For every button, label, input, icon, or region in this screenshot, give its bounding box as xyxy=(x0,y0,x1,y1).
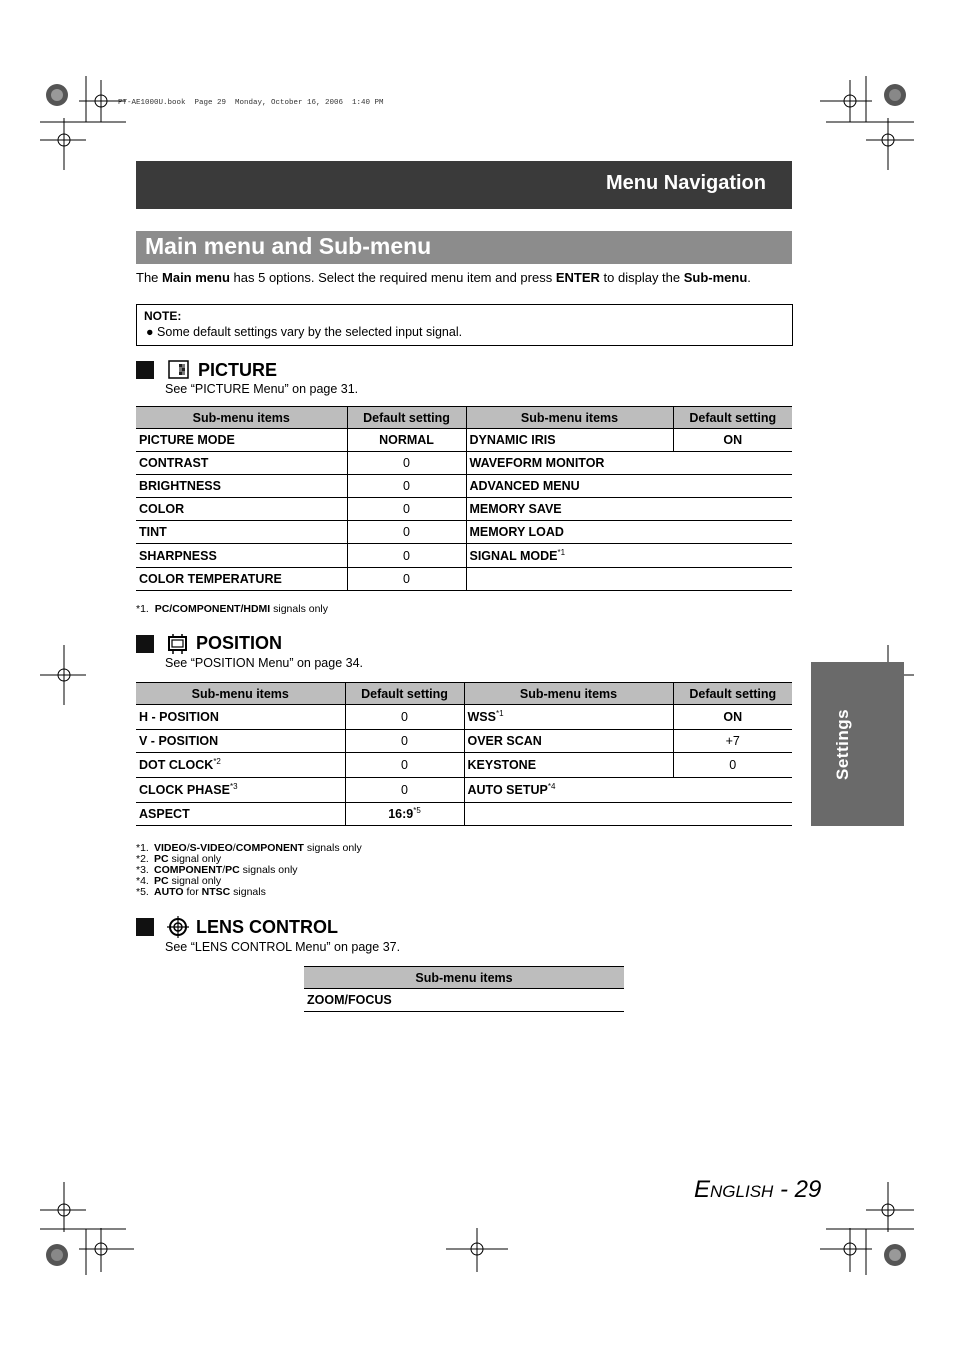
footnote-mark: *1. xyxy=(136,603,149,615)
picture-see-ref: See “PICTURE Menu” on page 31. xyxy=(165,382,359,396)
picture-icon xyxy=(168,360,190,380)
table-header-cell: Sub-menu items xyxy=(304,967,624,989)
footnote-ref: *2 xyxy=(213,756,221,766)
submenu-item-cell xyxy=(464,753,673,778)
submenu-item-cell xyxy=(136,475,347,498)
footnote-bold: PC xyxy=(154,853,169,865)
default-setting-cell xyxy=(347,544,466,568)
page-number-initial: E xyxy=(694,1176,711,1203)
table-row xyxy=(136,730,792,753)
intro-bold-enter: ENTER xyxy=(555,270,600,285)
footnote-text: for xyxy=(183,886,202,898)
default-setting-cell xyxy=(673,429,792,452)
section-bar xyxy=(136,231,792,264)
submenu-item-label: AUTO SETUP xyxy=(467,783,548,797)
submenu-item-cell xyxy=(464,803,792,826)
footnote-text: signal only xyxy=(168,853,222,865)
footnote-text: / xyxy=(222,864,226,876)
footnote-mark: *4. xyxy=(136,875,149,887)
table-row xyxy=(136,544,792,568)
note-box xyxy=(136,304,793,346)
submenu-item-cell xyxy=(136,705,345,730)
submenu-item-cell xyxy=(136,753,345,778)
default-setting-value: 0 xyxy=(403,525,410,539)
position-see-ref: See “POSITION Menu” on page 34. xyxy=(165,656,364,670)
footnote-bold: / xyxy=(169,603,173,615)
submenu-item-label: SHARPNESS xyxy=(139,548,217,563)
submenu-item-label: TINT xyxy=(139,525,167,539)
submenu-item-cell xyxy=(466,521,792,544)
default-setting-value: NORMAL xyxy=(379,433,434,447)
submenu-item-cell xyxy=(464,705,673,730)
submenu-item-cell xyxy=(466,498,792,521)
submenu-item-cell xyxy=(136,452,347,475)
print-info: PT-AE1000U.book Page 29 Monday, October 16, 2006 1:40 PM xyxy=(118,99,384,107)
footnote-mark: *2. xyxy=(136,853,149,865)
intro-bold-main-menu: Main menu xyxy=(162,270,230,285)
submenu-item-label: SIGNAL MODE xyxy=(469,548,558,563)
picture-footnote xyxy=(136,604,328,615)
default-setting-value: ON xyxy=(723,433,743,447)
default-setting-value: 0 xyxy=(403,502,410,516)
default-setting-cell xyxy=(347,498,466,521)
default-setting-cell xyxy=(345,753,464,778)
footnote-bold: COMPONENT xyxy=(172,603,241,615)
table-row xyxy=(136,753,792,778)
submenu-item-cell xyxy=(136,778,345,803)
default-setting-cell xyxy=(345,730,464,753)
footnote-mark: *5. xyxy=(136,886,149,898)
footnote-bold: HDMI xyxy=(243,603,271,615)
position-icon xyxy=(167,634,189,654)
submenu-item-cell xyxy=(466,475,792,498)
table-header-cell: Sub-menu items xyxy=(466,407,673,429)
footnote-bold: COMPONENT xyxy=(235,842,304,854)
page-number xyxy=(694,1176,821,1204)
page-number-word: NGLISH xyxy=(710,1182,774,1201)
table-header-cell: Sub-menu items xyxy=(136,407,347,429)
table-header-row xyxy=(304,967,624,989)
default-setting-value: 16:9 xyxy=(388,807,414,821)
footnote-bold: PC xyxy=(154,875,169,887)
table-header-cell: Default setting xyxy=(673,683,792,705)
footnote-bold: PC xyxy=(225,864,240,876)
default-setting-value: 0 xyxy=(401,758,408,772)
submenu-item-cell xyxy=(136,730,345,753)
footnote-text: signals xyxy=(230,886,266,898)
default-setting-cell xyxy=(345,778,464,803)
submenu-item-cell xyxy=(136,521,347,544)
submenu-item-label: BRIGHTNESS xyxy=(139,479,221,493)
table-row xyxy=(136,475,792,498)
table-row xyxy=(304,989,624,1012)
submenu-item-label: COLOR xyxy=(139,502,185,516)
bullet-icon: ● xyxy=(146,325,154,339)
picture-table xyxy=(136,406,792,591)
footnote-bold: PC xyxy=(154,603,170,615)
default-setting-value: 0 xyxy=(403,456,410,470)
submenu-item-label: KEYSTONE xyxy=(467,758,537,772)
lens-control-see-ref: See “LENS CONTROL Menu” on page 37. xyxy=(165,940,401,954)
default-setting-cell xyxy=(347,521,466,544)
section-marker xyxy=(136,361,154,379)
footnote-text: / xyxy=(232,842,236,854)
table-header-cell: Default setting xyxy=(347,407,466,429)
footnote-text: / xyxy=(186,842,190,854)
footnote-ref: *1 xyxy=(557,547,566,557)
position-title: POSITION xyxy=(196,633,283,653)
footnote-bold: AUTO xyxy=(154,886,184,898)
section-marker xyxy=(136,635,154,653)
intro-text-part: has 5 options. Select the required menu item and press xyxy=(229,270,556,285)
table-row xyxy=(136,498,792,521)
submenu-item-cell xyxy=(136,498,347,521)
default-setting-cell xyxy=(345,705,464,730)
default-setting-cell xyxy=(673,753,792,778)
table-row xyxy=(136,705,792,730)
submenu-item-label: ADVANCED MENU xyxy=(469,479,580,493)
submenu-item-label: OVER SCAN xyxy=(467,734,542,748)
section-title: Main menu and Sub-menu xyxy=(145,233,432,259)
default-setting-value: 0 xyxy=(403,548,410,563)
submenu-item-cell xyxy=(304,989,624,1012)
submenu-item-label: CLOCK PHASE xyxy=(139,783,230,797)
submenu-item-cell xyxy=(466,452,792,475)
submenu-item-label: WSS xyxy=(467,710,496,724)
default-setting-value: 0 xyxy=(403,572,410,586)
submenu-item-cell xyxy=(136,568,347,591)
default-setting-value: 0 xyxy=(401,783,408,797)
table-row xyxy=(136,568,792,591)
footnote-ref: *3 xyxy=(229,781,238,791)
position-table xyxy=(136,682,792,826)
default-setting-cell xyxy=(673,705,792,730)
table-row xyxy=(136,452,792,475)
default-setting-value: 0 xyxy=(401,710,408,724)
submenu-item-label: PICTURE MODE xyxy=(139,433,235,447)
footnote-text: signals only xyxy=(303,842,362,854)
footnote-bold: / xyxy=(240,603,244,615)
intro-bold-sub-menu: Sub-menu xyxy=(683,270,748,285)
submenu-item-label: DOT CLOCK xyxy=(139,758,214,772)
intro-text-part: . xyxy=(747,270,751,285)
submenu-item-cell xyxy=(136,544,347,568)
lens-control-table xyxy=(304,966,624,1012)
default-setting-cell xyxy=(347,475,466,498)
note-item xyxy=(146,325,462,339)
lens-control-title: LENS CONTROL xyxy=(196,917,338,937)
submenu-item-label: CONTRAST xyxy=(139,456,209,470)
footnote-text: signal only xyxy=(168,875,222,887)
note-item-text: Some default settings vary by the selected input signal. xyxy=(157,325,463,339)
submenu-item-label: V - POSITION xyxy=(139,734,219,748)
table-row xyxy=(136,803,792,826)
default-setting-cell xyxy=(347,568,466,591)
table-header-cell: Default setting xyxy=(673,407,792,429)
table-row xyxy=(136,521,792,544)
default-setting-cell xyxy=(673,730,792,753)
header-title: Menu Navigation xyxy=(605,172,766,194)
footnote-mark: *1. xyxy=(136,842,149,854)
table-header-cell: Sub-menu items xyxy=(136,683,345,705)
submenu-item-cell xyxy=(136,803,345,826)
default-setting-value: 0 xyxy=(401,734,408,748)
submenu-item-label: MEMORY SAVE xyxy=(469,502,562,516)
table-row xyxy=(136,429,792,452)
footnote-text: signals only xyxy=(270,603,328,615)
note-title: NOTE: xyxy=(144,309,182,323)
table-header-row xyxy=(136,683,792,705)
footnote-ref: *1 xyxy=(495,708,504,718)
default-setting-value: 0 xyxy=(403,479,410,493)
header-bar xyxy=(136,161,792,209)
picture-title: PICTURE xyxy=(198,360,278,380)
submenu-item-cell xyxy=(466,429,673,452)
lens-control-icon xyxy=(167,916,189,938)
submenu-item-cell xyxy=(466,544,792,568)
intro-text xyxy=(136,270,751,285)
page-number-value: - 29 xyxy=(773,1176,822,1203)
footnote-line xyxy=(136,887,362,898)
table-header-row xyxy=(136,407,792,429)
footnote-bold: S-VIDEO xyxy=(189,842,233,854)
footnote-mark: *3. xyxy=(136,864,149,876)
default-setting-cell xyxy=(345,803,464,826)
side-tab xyxy=(811,662,904,826)
submenu-item-cell xyxy=(466,568,792,591)
default-setting-value: ON xyxy=(723,710,743,724)
default-setting-value: +7 xyxy=(725,734,740,748)
submenu-item-label: MEMORY LOAD xyxy=(469,525,564,539)
submenu-item-cell xyxy=(136,429,347,452)
footnote-bold: VIDEO xyxy=(154,842,187,854)
submenu-item-label: DYNAMIC IRIS xyxy=(469,433,556,447)
intro-text-part: The xyxy=(136,270,163,285)
table-header-cell: Sub-menu items xyxy=(464,683,673,705)
submenu-item-label: WAVEFORM MONITOR xyxy=(469,456,605,470)
footnote-ref: *5 xyxy=(413,805,421,815)
footnote-ref: *4 xyxy=(547,781,556,791)
footnote-text: signals only xyxy=(239,864,298,876)
submenu-item-label: COLOR TEMPERATURE xyxy=(139,572,282,586)
table-header-cell: Default setting xyxy=(345,683,464,705)
intro-text-part: to display the xyxy=(599,270,684,285)
submenu-item-cell xyxy=(464,730,673,753)
default-setting-cell xyxy=(347,452,466,475)
position-footnotes xyxy=(136,843,362,898)
section-marker xyxy=(136,918,154,936)
submenu-item-cell xyxy=(464,778,792,803)
table-row xyxy=(136,778,792,803)
footnote-bold: COMPONENT xyxy=(154,864,223,876)
footnote-bold: NTSC xyxy=(201,886,231,898)
side-tab-label: Settings xyxy=(833,708,852,780)
submenu-item-label: ZOOM/FOCUS xyxy=(307,993,392,1007)
default-setting-cell xyxy=(347,429,466,452)
default-setting-value: 0 xyxy=(729,758,737,772)
submenu-item-label: ASPECT xyxy=(139,807,190,821)
submenu-item-label: H - POSITION xyxy=(139,710,219,724)
